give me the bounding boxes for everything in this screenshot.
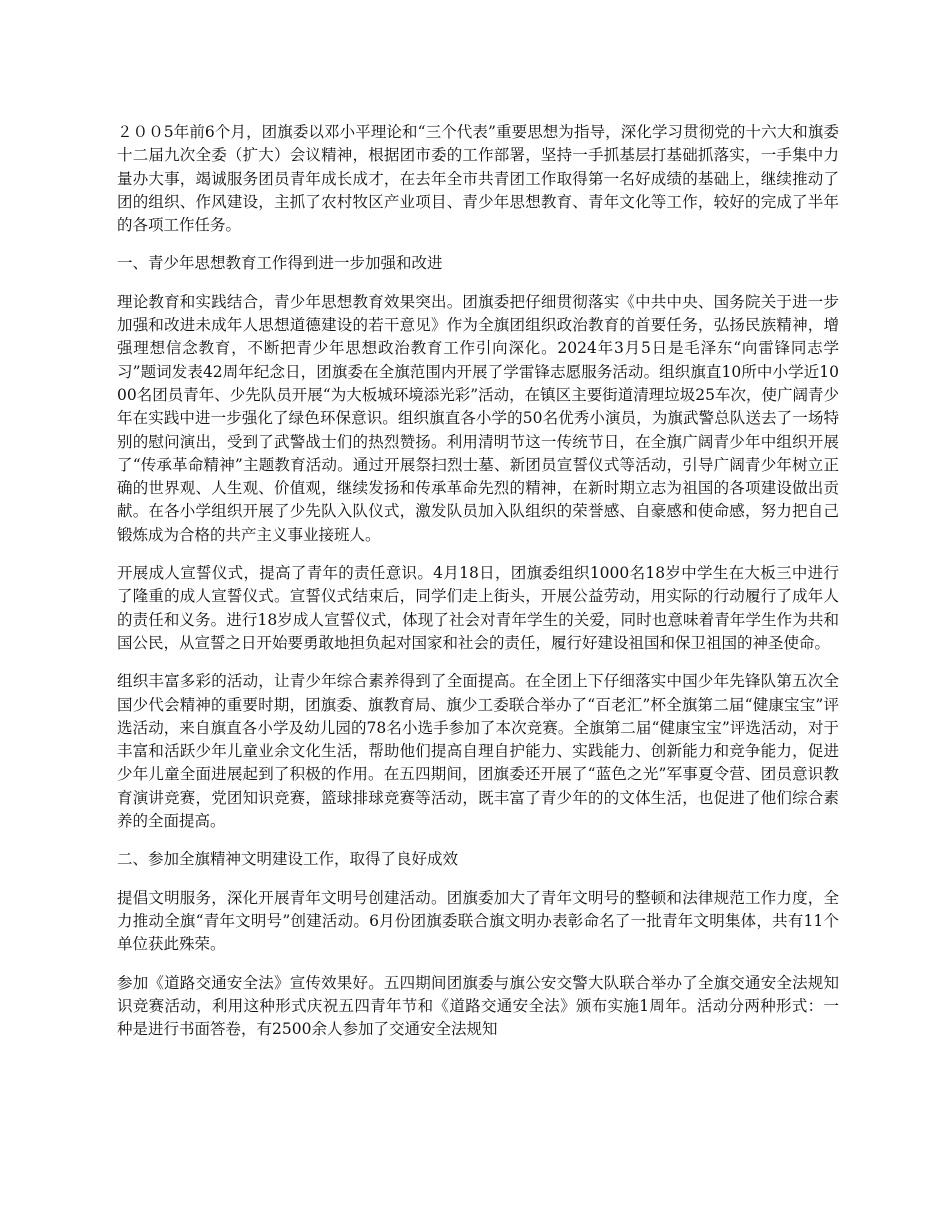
- document-page: [117, 121, 839, 1056]
- intro-paragraph: ２００5年前6个月，团旗委以邓小平理论和“三个代表”重要思想为指导，深化学习贯彻党的十六大和旗委十二届九次全委（扩大）会议精神，根据团市委的工作部署，坚持一手抓基层打基础抓落实，一手集中力量办大事，竭诚服务团员青年成长成才，在去年全市共青团工作取得第一名好成绩的基础上，继续推动了团的组织、作风建设，主抓了农村牧区产业项目、青少年思想教育、青年文化等工作，较好的完成了半年的各项工作任务。: [117, 123, 839, 235]
- section-heading-1: 一、青少年思想教育工作得到进一步加强和改进: [117, 254, 443, 273]
- section-heading-2: 二、参加全旗精神文明建设工作，取得了良好成效: [117, 850, 459, 869]
- body-paragraph: 提倡文明服务，深化开展青年文明号创建活动。团旗委加大了青年文明号的整顿和法律规范工作力度，全力推动全旗“青年文明号”创建活动。6月份团旗委联合旗文明办表彰命名了一批青年文明集体，共有11个单位获此殊荣。: [117, 888, 839, 954]
- body-paragraph: 组织丰富多彩的活动，让青少年综合素养得到了全面提高。在全团上下仔细落实中国少年先锋队第五次全国少代会精神的重要时期，团旗委、旗教育局、旗少工委联合举办了“百老汇”杯全旗第二届“健康宝宝”评选活动，来自旗直各小学及幼儿园的78名小选手参加了本次竞赛。全旗第二届“健康宝宝”评选活动，对于丰富和活跃少年儿童业余文化生活，帮助他们提高自理自护能力、实践能力、创新能力和竞争能力，促进少年儿童全面进展起到了积极的作用。在五四期间，团旗委还开展了“蓝色之光”军事夏令营、团员意识教育演讲竞赛，党团知识竞赛，篮球排球竞赛等活动，既丰富了青少年的的文体生活，也促进了他们综合素养的全面提高。: [117, 672, 839, 831]
- body-paragraph: 参加《道路交通安全法》宣传效果好。五四期间团旗委与旗公安交警大队联合举办了全旗交通安全法规知识竞赛活动，利用这种形式庆祝五四青年节和《道路交通安全法》颁布实施1周年。活动分两种形式：一种是进行书面答卷，有2500余人参加了交通安全法规知: [117, 973, 839, 1039]
- body-paragraph: 理论教育和实践结合，青少年思想教育效果突出。团旗委把仔细贯彻落实《中共中央、国务院关于进一步加强和改进未成年人思想道德建设的若干意见》作为全旗团组织政治教育的首要任务，弘扬民族精神，增强理想信念教育，不断把青少年思想政治教育工作引向深化。2024年3月5日是毛泽东“向雷锋同志学习”题词发表42周年纪念日，团旗委在全旗范围内开展了学雷锋志愿服务活动。组织旗直10所中小学近1000名团员青年、少先队员开展“为大板城环境添光彩”活动，在镇区主要街道清理垃圾25车次，使广阔青少年在实践中进一步强化了绿色环保意识。组织旗直各小学的50名优秀小演员，为旗武警总队送去了一场特别的慰问演出，受到了武警战士们的热烈赞扬。利用清明节这一传统节日，在全旗广阔青少年中组织开展了“传承革命精神”主题教育活动。通过开展祭扫烈士墓、新团员宣誓仪式等活动，引导广阔青少年树立正确的世界观、人生观、价值观，继续发扬和传承革命先烈的精神，在新时期立志为祖国的各项建设做出贡献。在各小学组织开展了少先队入队仪式，激发队员加入队组织的荣誉感、自豪感和使命感，努力把自己锻炼成为合格的共产主义事业接班人。: [117, 292, 839, 544]
- body-paragraph: 开展成人宣誓仪式，提高了青年的责任意识。4月18日，团旗委组织1000名18岁中学生在大板三中进行了隆重的成人宣誓仪式。宣誓仪式结束后，同学们走上街头，开展公益劳动，用实际的行动履行了成年人的责任和义务。进行18岁成人宣誓仪式，体现了社会对青年学生的关爱，同时也意味着青年学生作为共和国公民，从宣誓之日开始要勇敢地担负起对国家和社会的责任，履行好建设祖国和保卫祖国的神圣使命。: [117, 564, 839, 652]
